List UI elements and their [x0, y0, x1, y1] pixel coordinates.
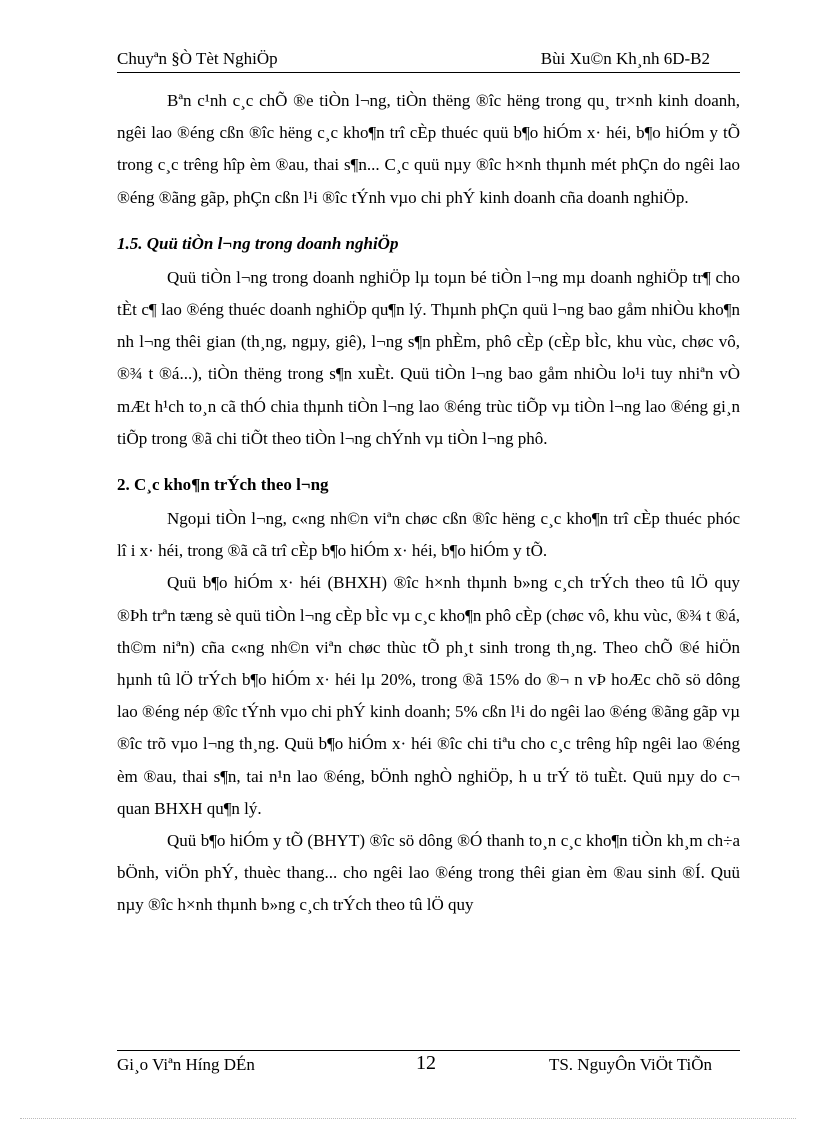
- footer-rule: [117, 1050, 740, 1051]
- header-left-title: Chuyªn §Ò Tèt NghiÖp: [117, 49, 278, 68]
- header-right-author: Bùi Xu©n Kh¸nh 6D-B2: [540, 49, 710, 68]
- paragraph-2: Quü tiÒn l¬ng trong doanh nghiÖp lµ toµn bé tiÒn l¬ng mµ doanh nghiÖp tr¶ cho tÈt c¶ lao ®éng thuéc doanh nghiÖp qu¶n lý. Thµnh phÇn quü l¬ng bao gåm nhiÒu kho¶n nh l¬ng thêi gian (th¸ng, ngµy, giê), l¬ng s¶n phÈm, phô cÈp (cÈp bÌc, khu vùc, chøc vô, ®¾ t ®á...), tiÒn thëng trong s¶n xuÈt. Quü tiÒn l¬ng bao gåm nhiÒu lo¹i tuy nhiªn vÒ mÆt h¹ch to¸n cã thÓ chia thµnh tiÒn l¬ng lao ®éng trùc tiÕp vµ tiÒn l¬ng lao ®éng gi¸n tiÕp trong ®ã chi tiÕt theo tiÒn l¬ng chÝnh vµ tiÒn l¬ng phô.: [117, 267, 740, 448]
- section-heading-2: 2. C¸c kho¶n trÝch theo l¬ng: [117, 475, 329, 495]
- paragraph-1: Bªn c¹nh c¸c chÕ ®e tiÒn l¬ng, tiÒn thëng ®îc hëng trong qu¸ tr×nh kinh doanh, ngêi lao ®éng cßn ®îc hëng c¸c kho¶n trî cÈp thuéc quü b¶o hiÓm x· héi, b¶o hiÓm y tÕ trong c¸c trêng hîp èm ®au, thai s¶n... C¸c quü nµy ®îc h×nh thµnh mét phÇn do ngêi lao ®éng ®ãng gãp, phÇn cßn l¹i ®îc tÝnh vµo chi phÝ kinh doanh cña doanh nghiÖp.: [117, 91, 740, 207]
- page-bottom-edge: [20, 1118, 796, 1119]
- header-rule: [117, 72, 740, 73]
- paragraph-5: Quü b¶o hiÓm y tÕ (BHYT) ®îc sö dông ®Ó thanh to¸n c¸c kho¶n tiÒn kh¸m ch÷a bÖnh, viÖn phÝ, thuèc thang... cho ngêi lao ®éng trong thêi gian èm ®au sinh ®Í. Quü nµy ®îc h×nh thµnh b»ng c¸ch trÝch theo tû lÖ quy: [117, 831, 740, 915]
- paragraph-3: Ngoµi tiÒn l¬ng, c«ng nh©n viªn chøc cßn ®îc hëng c¸c kho¶n trî cÈp thuéc phóc lî i x· héi, trong ®ã cã trî cÈp b¶o hiÓm x· héi, b¶o hiÓm y tÕ.: [117, 509, 740, 561]
- section-heading-1-5: 1.5. Quü tiÒn l¬ng trong doanh nghiÖp: [117, 233, 399, 253]
- page-body: [117, 85, 740, 922]
- page-number: 12: [416, 1052, 436, 1074]
- paragraph-4: Quü b¶o hiÓm x· héi (BHXH) ®îc h×nh thµnh b»ng c¸ch trÝch theo tû lÖ quy ®Þh trªn tæng sè quü tiÒn l¬ng cÈp bÌc vµ c¸c kho¶n phô cÈp (chøc vô, khu vùc, ®¾ t ®á, th©m niªn) cña c«ng nh©n viªn chøc thùc tÕ ph¸t sinh trong th¸ng. Theo chÕ ®é hiÖn hµnh tû lÖ trÝch b¶o hiÓm x· héi lµ 20%, trong ®ã 15% do ®¬ n vÞ hoÆc chõ sö dông lao ®éng nép ®îc tÝnh vµo chi phÝ kinh doanh; 5% cßn l¹i do ngêi lao ®éng ®ãng gãp vµ ®îc trõ vµo l¬ng th¸ng. Quü b¶o hiÓm x· héi ®îc chi tiªu cho c¸c trêng hîp ngêi lao ®éng èm ®au, thai s¶n, tai n¹n lao ®éng, bÖnh nghÒ nghiÖp, h u trÝ tö tuÈt. Quü nµy do c¬ quan BHXH qu¶n lý.: [117, 573, 740, 818]
- footer-right-advisor-name: TS. NguyÔn ViÖt TiÕn: [548, 1055, 712, 1074]
- footer-left-advisor-label: Gi¸o Viªn Híng DÉn: [117, 1055, 255, 1074]
